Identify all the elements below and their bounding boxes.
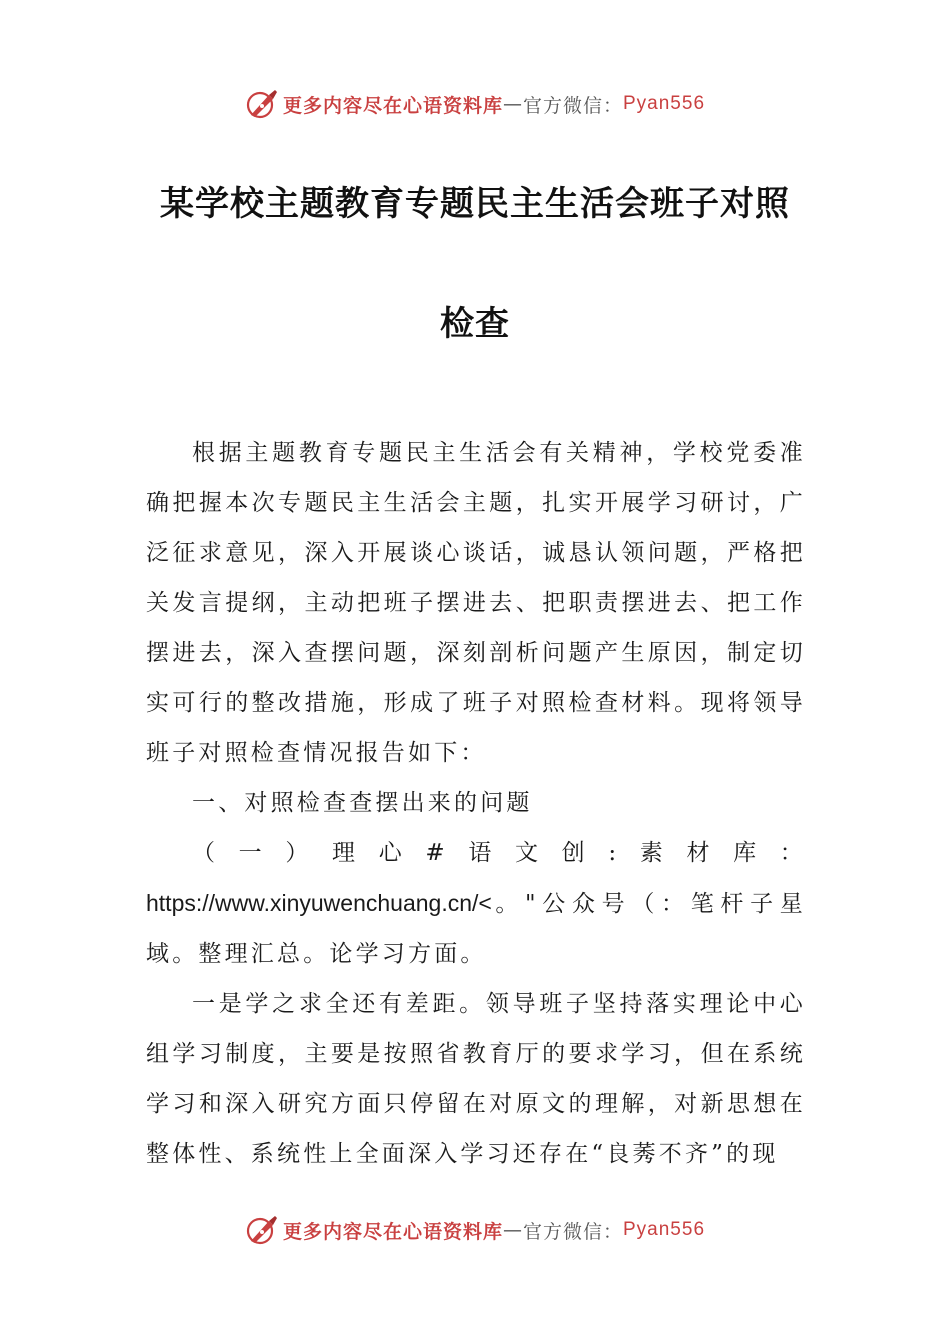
watermark-header — [0, 84, 950, 124]
watermark-brand: 更多内容尽在心语资料库 — [282, 94, 503, 117]
watermark-label: 官方微信： — [522, 1220, 623, 1243]
watermark-footer — [0, 1210, 950, 1250]
watermark-dash: — — [502, 93, 523, 115]
paragraph-subsection-1 — [146, 828, 806, 979]
subsection-1-prefix: （一）理心#语文创:素材库： — [192, 840, 806, 866]
document-title-line-2: 检查 — [440, 304, 510, 344]
watermark-label: 官方微信： — [522, 94, 623, 117]
subsection-1-url: https://www.xinyuwenchuang.cn/< — [146, 890, 492, 916]
watermark-id: Pyan556 — [623, 93, 706, 114]
document-body — [146, 428, 806, 1179]
paragraph-intro: 根据主题教育专题民主生活会有关精神，学校党委准确把握本次专题民主生活会主题，扎实开展学习研讨，广泛征求意见，深入开展谈心谈话，诚恳认领问题，严格把关发言提纲，主动把班子摆进去、把职责摆进去、把工作摆进去，深入查摆问题，深刻剖析问题产生原因，制定切实可行的整改措施，形成了班子对照检查材料。现将领导班子对照检查情况报告如下： — [146, 440, 806, 766]
document-title-line-1: 某学校主题教育专题民主生活会班子对照 — [160, 184, 790, 224]
watermark-dash: — — [502, 1219, 523, 1241]
subsection-1-suffix: 。"公众号（：笔杆子星域。整理汇总。论学习方面。 — [146, 891, 806, 967]
pen-nib-logo-icon — [245, 87, 279, 121]
watermark-brand: 更多内容尽在心语资料库 — [282, 1220, 503, 1243]
watermark-id: Pyan556 — [623, 1219, 706, 1240]
pen-nib-logo-icon — [245, 1213, 279, 1247]
section-heading-1: 一、对照检查查摆出来的问题 — [192, 790, 533, 816]
paragraph-point-1: 一是学之求全还有差距。领导班子坚持落实理论中心组学习制度，主要是按照省教育厅的要求学习，但在系统学习和深入研究方面只停留在对原文的理解，对新思想在整体性、系统性上全面深入学习还存在“良莠不齐”的现 — [146, 991, 806, 1167]
